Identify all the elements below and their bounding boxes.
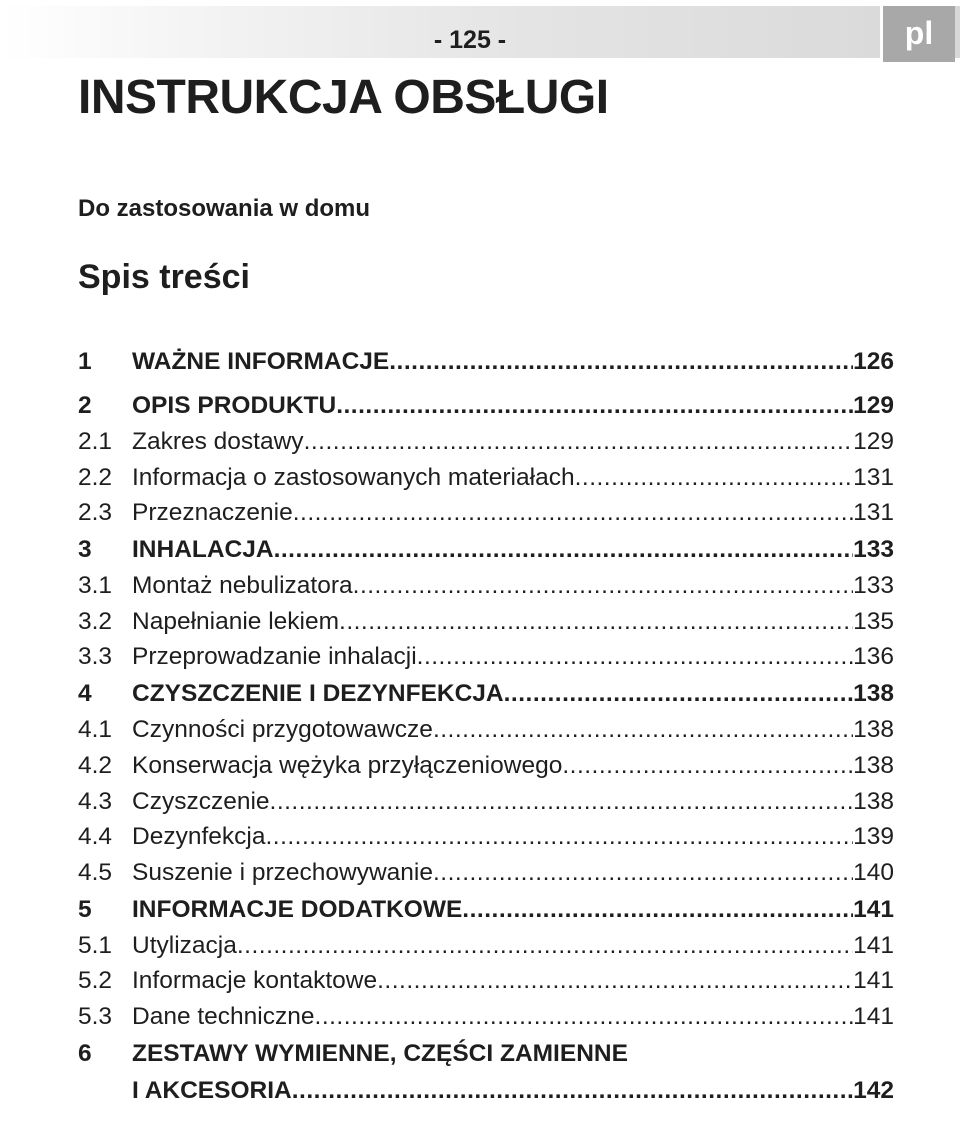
toc-leader-dots — [315, 999, 854, 1035]
toc-page: 131 — [853, 463, 894, 491]
toc-title: I AKCESORIA — [132, 1076, 292, 1104]
toc-section[interactable] — [78, 495, 894, 531]
toc-leader-dots — [237, 928, 853, 964]
toc-number: 4.1 — [78, 716, 113, 744]
toc-title: Napełnianie lekiem — [132, 607, 340, 635]
toc-section[interactable] — [78, 748, 894, 784]
toc-title: WAŻNE INFORMACJE — [132, 348, 390, 375]
toc-title: Informacje kontaktowe — [132, 967, 378, 995]
toc-title: INHALACJA — [132, 536, 274, 564]
toc-page: 142 — [853, 1076, 894, 1104]
toc-section[interactable] — [78, 639, 894, 675]
toc-title: INFORMACJE DODATKOWE — [132, 895, 463, 923]
toc-page: 141 — [853, 931, 894, 959]
toc-section[interactable] — [78, 568, 894, 604]
toc-number: 4.5 — [78, 858, 113, 886]
toc-page: 138 — [853, 751, 894, 779]
toc-number: 2 — [78, 392, 92, 419]
language-badge: pl — [880, 6, 955, 62]
toc-title: Dezynfekcja — [132, 823, 266, 851]
toc-section[interactable] — [78, 460, 894, 496]
toc-number: 2.1 — [78, 428, 113, 455]
toc-leader-dots — [377, 963, 853, 999]
toc-title: CZYSZCZENIE I DEZYNFEKCJA — [132, 680, 504, 708]
toc-section[interactable] — [78, 819, 894, 855]
toc-leader-dots — [462, 891, 853, 928]
document-subtitle: Do zastosowania w domu — [78, 195, 371, 222]
toc-number: 6 — [78, 1039, 92, 1067]
toc-title: Dane techniczne — [132, 1002, 315, 1030]
toc-number: 4 — [78, 680, 92, 708]
toc-section[interactable] — [78, 999, 894, 1035]
toc-section[interactable] — [78, 784, 894, 820]
toc-leader-dots — [433, 712, 853, 748]
toc-number: 3 — [78, 536, 92, 564]
toc-title-line1: ZESTAWY WYMIENNE, CZĘŚCI ZAMIENNE — [132, 1039, 628, 1067]
toc-section[interactable] — [78, 604, 894, 640]
toc-page: 138 — [853, 787, 894, 815]
toc-leader-dots — [575, 460, 854, 496]
toc-title: Montaż nebulizatora — [132, 572, 353, 600]
toc-title: Konserwacja wężyka przyłączeniowego — [132, 751, 563, 779]
toc-page: 131 — [853, 499, 894, 527]
toc-title: Czynności przygotowawcze — [132, 716, 433, 744]
toc-leader-dots — [433, 855, 853, 891]
toc-number: 1 — [78, 348, 92, 375]
toc-leader-dots — [417, 639, 853, 675]
toc-number: 5 — [78, 895, 92, 923]
toc-number: 3.2 — [78, 607, 113, 635]
toc-page: 126 — [853, 348, 894, 375]
toc-chapter[interactable] — [78, 1035, 894, 1109]
toc-leader-dots — [336, 387, 853, 424]
toc-number: 4.4 — [78, 823, 113, 851]
toc-page: 129 — [853, 392, 894, 419]
toc-title: Zakres dostawy — [132, 428, 304, 455]
toc-leader-dots — [270, 784, 854, 820]
toc-number: 2.3 — [78, 499, 113, 527]
toc-chapter[interactable] — [78, 675, 894, 712]
toc-title: Suszenie i przechowywanie — [132, 858, 433, 886]
toc-page: 139 — [853, 823, 894, 851]
page-number: - 125 - — [433, 26, 507, 54]
toc-number: 3.1 — [78, 572, 113, 600]
toc-leader-dots — [304, 424, 854, 460]
toc-chapter[interactable] — [78, 343, 894, 387]
table-of-contents — [78, 343, 894, 1109]
toc-section[interactable] — [78, 855, 894, 891]
toc-title: Przeprowadzanie inhalacji — [132, 643, 417, 671]
toc-leader-dots — [353, 568, 853, 604]
toc-chapter[interactable] — [78, 387, 894, 424]
toc-chapter[interactable] — [78, 531, 894, 568]
toc-leader-dots — [274, 531, 854, 568]
toc-leader-dots — [292, 1072, 853, 1109]
toc-title: Przeznaczenie — [132, 499, 293, 527]
toc-leader-dots — [389, 343, 853, 381]
toc-number: 5.2 — [78, 967, 113, 995]
toc-leader-dots — [339, 604, 853, 640]
toc-title: Czyszczenie — [132, 787, 270, 815]
toc-title: OPIS PRODUKTU — [132, 392, 337, 419]
toc-heading: Spis treści — [78, 258, 250, 296]
toc-page: 140 — [853, 858, 894, 886]
toc-chapter[interactable] — [78, 891, 894, 928]
toc-page: 135 — [853, 607, 894, 635]
toc-section[interactable] — [78, 712, 894, 748]
toc-page: 133 — [853, 572, 894, 600]
toc-page: 141 — [853, 967, 894, 995]
toc-page: 136 — [853, 643, 894, 671]
toc-section[interactable] — [78, 963, 894, 999]
toc-leader-dots — [265, 819, 853, 855]
toc-number: 5.3 — [78, 1002, 113, 1030]
toc-title: Informacja o zastosowanych materiałach — [132, 463, 575, 491]
toc-page: 141 — [853, 1002, 894, 1030]
toc-page: 138 — [853, 680, 894, 708]
toc-page: 141 — [853, 895, 894, 923]
toc-page: 129 — [853, 428, 894, 455]
toc-section[interactable] — [78, 424, 894, 460]
toc-leader-dots — [504, 675, 853, 712]
toc-page: 138 — [853, 716, 894, 744]
toc-leader-dots — [562, 748, 853, 784]
toc-title: Utylizacja — [132, 931, 237, 959]
toc-number: 5.1 — [78, 931, 113, 959]
toc-page: 133 — [853, 536, 894, 564]
toc-number: 3.3 — [78, 643, 113, 671]
toc-number: 4.2 — [78, 751, 113, 779]
toc-number: 4.3 — [78, 787, 113, 815]
toc-section[interactable] — [78, 928, 894, 964]
document-title: INSTRUKCJA OBSŁUGI — [78, 71, 609, 124]
toc-leader-dots — [293, 495, 853, 531]
toc-number: 2.2 — [78, 463, 113, 491]
